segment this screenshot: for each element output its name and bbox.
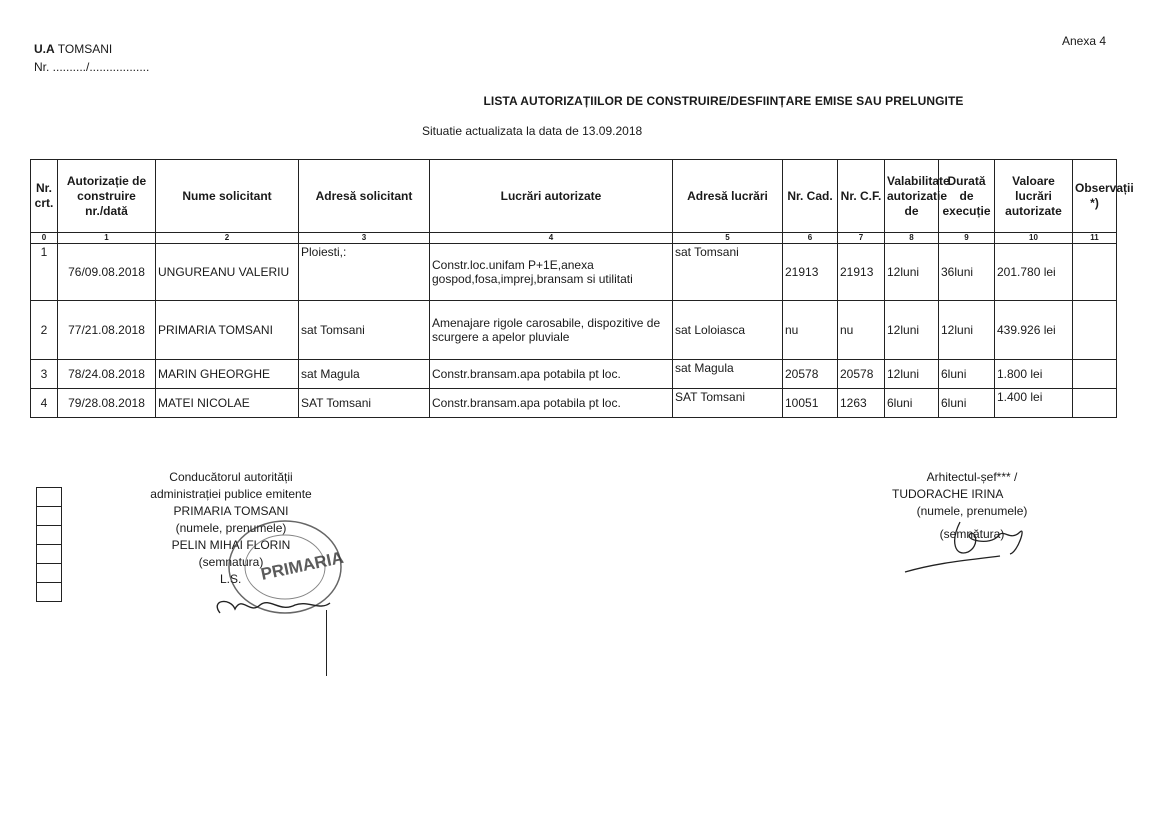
cell-works: Constr.loc.unifam P+1E,anexa gospod,fosa,imprej,bransam si utilitati [430, 244, 673, 301]
col-number: 11 [1073, 233, 1117, 244]
col-header: Nr. crt. [31, 160, 58, 233]
col-header: Nume solicitant [156, 160, 299, 233]
col-number: 3 [299, 233, 430, 244]
cell-duration: 6luni [939, 360, 995, 389]
cell-authorization: 78/24.08.2018 [58, 360, 156, 389]
architect-name: TUDORACHE IRINA [892, 487, 1004, 501]
col-number: 6 [783, 233, 838, 244]
cell-applicant-address: sat Tomsani [299, 301, 430, 360]
col-header: Valabilitate autorizatie de [885, 160, 939, 233]
org-prefix: U.A [34, 42, 55, 56]
table-row [31, 389, 1117, 418]
cell-nr: 2 [31, 301, 58, 360]
col-number: 9 [939, 233, 995, 244]
cell-applicant-name: MARIN GHEORGHE [156, 360, 299, 389]
cell-validity: 12luni [885, 360, 939, 389]
cell-validity: 12luni [885, 301, 939, 360]
cell-cf: 21913 [838, 244, 885, 301]
cell-works-address: SAT Tomsani [673, 389, 783, 418]
col-number: 8 [885, 233, 939, 244]
cell-value: 439.926 lei [995, 301, 1073, 360]
authorizations-table [30, 159, 1134, 418]
col-header: Adresă lucrări [673, 160, 783, 233]
cell-nr: 1 [31, 244, 58, 301]
margin-box [36, 563, 62, 582]
cell-works-address: sat Loloiasca [673, 301, 783, 360]
cell-cf: 1263 [838, 389, 885, 418]
margin-box [36, 544, 62, 563]
cell-cf: 20578 [838, 360, 885, 389]
issuer-block [34, 40, 149, 76]
cell-applicant-address: sat Magula [299, 360, 430, 389]
cell-applicant-name: UNGUREANU VALERIU [156, 244, 299, 301]
cell-works-address: sat Magula [673, 360, 783, 389]
cell-cadastral: 21913 [783, 244, 838, 301]
margin-box [36, 487, 62, 506]
col-header: Observații *) [1073, 160, 1117, 233]
col-number: 2 [156, 233, 299, 244]
name-caption: (numele, prenumele) [175, 521, 287, 535]
signature-stroke [326, 610, 327, 676]
margin-boxes [36, 487, 62, 602]
table-header-row [31, 160, 1117, 233]
page-subtitle: Situatie actualizata la data de 13.09.2018 [422, 124, 643, 138]
table-row [31, 360, 1117, 389]
margin-box [36, 525, 62, 544]
cell-works: Constr.bransam.apa potabila pt loc. [430, 389, 673, 418]
cell-value: 1.800 lei [995, 360, 1073, 389]
cell-applicant-address: Ploiesti,: [299, 244, 430, 301]
signature-caption: (semnatura) [198, 555, 264, 569]
cell-cadastral: 10051 [783, 389, 838, 418]
cell-duration: 6luni [939, 389, 995, 418]
name-caption: (numele, prenumele) [916, 504, 1028, 518]
cell-works-address: sat Tomsani [673, 244, 783, 301]
signature-caption: (semnătura) [939, 527, 1005, 541]
table-row [31, 301, 1117, 360]
annex-label: Anexa 4 [1062, 34, 1107, 48]
official-stamp [190, 505, 350, 615]
col-number: 4 [430, 233, 673, 244]
cell-observations [1073, 244, 1117, 301]
cell-validity: 12luni [885, 244, 939, 301]
cell-nr: 4 [31, 389, 58, 418]
cell-observations [1073, 301, 1117, 360]
signer-name: PELIN MIHAI FLORIN [171, 538, 291, 552]
signer-institution: PRIMARIA TOMSANI [173, 504, 289, 518]
margin-box [36, 582, 62, 602]
col-header: Adresă solicitant [299, 160, 430, 233]
stamp-text: PRIMARIA [259, 547, 346, 584]
col-number: 7 [838, 233, 885, 244]
cell-value: 201.780 lei [995, 244, 1073, 301]
org-name: TOMSANI [57, 42, 113, 56]
cell-applicant-name: MATEI NICOLAE [156, 389, 299, 418]
cell-works: Amenajare rigole carosabile, dispozitive de scurgere a apelor pluviale [430, 301, 673, 360]
signer-role-2: administrației publice emitente [150, 487, 312, 501]
cell-validity: 6luni [885, 389, 939, 418]
col-number: 1 [58, 233, 156, 244]
col-header: Nr. Cad. [783, 160, 838, 233]
cell-applicant-name: PRIMARIA TOMSANI [156, 301, 299, 360]
seal-label: L.S. [220, 572, 242, 586]
signer-role: Conducătorul autorității [169, 470, 293, 484]
col-header: Nr. C.F. [838, 160, 885, 233]
cell-cadastral: 20578 [783, 360, 838, 389]
architect-signature [900, 512, 1030, 578]
cell-applicant-address: SAT Tomsani [299, 389, 430, 418]
cell-value: 1.400 lei [995, 389, 1073, 418]
cell-nr: 3 [31, 360, 58, 389]
registration-number: Nr. ........../.................. [34, 60, 150, 74]
col-header: Lucrări autorizate [430, 160, 673, 233]
cell-authorization: 76/09.08.2018 [58, 244, 156, 301]
page-title: LISTA AUTORIZAȚIILOR DE CONSTRUIRE/DESFIINȚARE EMISE SAU PRELUNGITE [483, 94, 964, 108]
column-number-row [31, 233, 1117, 244]
cell-observations [1073, 389, 1117, 418]
cell-authorization: 79/28.08.2018 [58, 389, 156, 418]
architect-role: Arhitectul-șef*** / [926, 470, 1018, 484]
cell-works: Constr.bransam.apa potabila pt loc. [430, 360, 673, 389]
margin-box [36, 506, 62, 525]
col-number: 0 [31, 233, 58, 244]
cell-cf: nu [838, 301, 885, 360]
cell-observations [1073, 360, 1117, 389]
col-header: Autorizație de construire nr./dată [58, 160, 156, 233]
col-number: 10 [995, 233, 1073, 244]
cell-cadastral: nu [783, 301, 838, 360]
cell-duration: 36luni [939, 244, 995, 301]
table-row [31, 244, 1117, 301]
cell-duration: 12luni [939, 301, 995, 360]
cell-authorization: 77/21.08.2018 [58, 301, 156, 360]
col-header: Valoare lucrări autorizate [995, 160, 1073, 233]
col-number: 5 [673, 233, 783, 244]
col-header: Durată de execuție [939, 160, 995, 233]
